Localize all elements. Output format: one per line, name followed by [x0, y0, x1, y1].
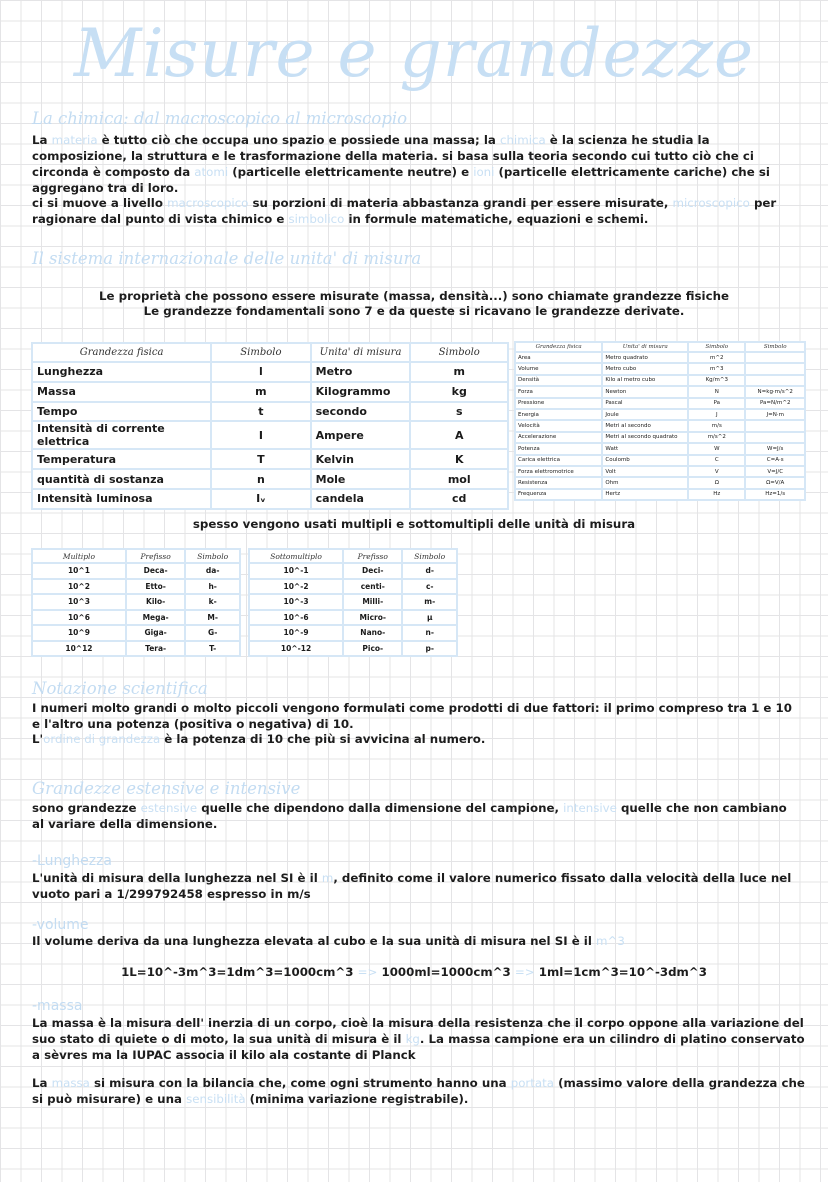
highlighted-term: macroscopico: [167, 196, 249, 210]
highlighted-term: =>: [514, 965, 535, 979]
table-cell: c-: [402, 579, 457, 595]
table-cell: G-: [185, 625, 240, 641]
table-cell: candela: [311, 489, 411, 509]
paragraph-livelli: [32, 195, 802, 227]
table-cell: 10^2: [32, 579, 126, 595]
table-cell: Giga-: [126, 625, 185, 641]
text-segment: (particelle elettricamente neutre) e: [228, 165, 474, 179]
table-header: Unita' di misura: [602, 342, 688, 352]
table-row: [249, 594, 457, 610]
table-row: [249, 641, 457, 657]
table-header: Prefisso: [343, 549, 402, 563]
table-row: [32, 382, 508, 402]
table-cell: Ampere: [311, 421, 411, 449]
paragraph-notazione: [32, 700, 802, 732]
subheading-volume: -volume: [32, 917, 89, 933]
table-row: [32, 563, 240, 579]
table-cell: Hz=1/s: [745, 489, 805, 500]
highlighted-term: simbolico: [288, 212, 345, 226]
table-cell: da-: [185, 563, 240, 579]
text-segment: 1L=10^-3m^3=1dm^3=1000cm^3: [121, 965, 358, 979]
table-header: Simbolo: [688, 342, 745, 352]
highlighted-term: intensive: [563, 801, 617, 815]
table-cell: Tempo: [32, 402, 211, 422]
text-segment: 1000ml=1000cm^3: [377, 965, 515, 979]
table-row: [249, 610, 457, 626]
table-row: [515, 466, 805, 477]
table-cell: Newton: [602, 386, 688, 397]
table-cell: [745, 352, 805, 363]
table-header: Grandezza fisica: [32, 343, 211, 362]
table-cell: Iᵥ: [211, 489, 310, 509]
table-cell: p-: [402, 641, 457, 657]
table-cell: 10^3: [32, 594, 126, 610]
table-cell: Tera-: [126, 641, 185, 657]
table-cell: Deca-: [126, 563, 185, 579]
table-cell: Kilogrammo: [311, 382, 411, 402]
table-cell: 10^-12: [249, 641, 343, 657]
table-cell: n-: [402, 625, 457, 641]
table-cell: 10^-1: [249, 563, 343, 579]
table-cell: Deci-: [343, 563, 402, 579]
table-cell: Mole: [311, 469, 411, 489]
text-segment: (minima variazione registrabile).: [245, 1092, 469, 1106]
table-cell: d-: [402, 563, 457, 579]
table-cell: Pascal: [602, 398, 688, 409]
highlighted-term: portata: [510, 1076, 554, 1090]
paragraph-estensive: [32, 800, 802, 832]
table-row: [515, 420, 805, 431]
multiples-table: [31, 548, 241, 657]
table-row: [32, 449, 508, 469]
table-cell: Volume: [515, 363, 602, 374]
text-segment: 1ml=1cm^3=10^-3dm^3: [534, 965, 707, 979]
section-heading-si: Il sistema internazionale delle unita' di misura: [32, 249, 422, 268]
table-cell: [745, 432, 805, 443]
paragraph-materia: [32, 132, 802, 196]
highlighted-term: =>: [357, 965, 378, 979]
table-cell: 10^-3: [249, 594, 343, 610]
table-cell: Pa=N/m^2: [745, 398, 805, 409]
table-cell: mol: [410, 469, 508, 489]
text-segment: . La massa campione era un cilindro di platino conservato a sèvres ma la IUPAC associa il kilo ala costante di Planck: [32, 1032, 805, 1062]
table-cell: s: [410, 402, 508, 422]
table-row: [515, 455, 805, 466]
table-row: [32, 625, 240, 641]
submultiples-table: [248, 548, 458, 657]
table-row: [515, 352, 805, 363]
highlighted-term: microscopico: [672, 196, 750, 210]
table-cell: l: [211, 362, 310, 382]
table-cell: m-: [402, 594, 457, 610]
table-cell: Temperatura: [32, 449, 211, 469]
table-cell: centi-: [343, 579, 402, 595]
highlighted-term: sensibilità: [186, 1092, 246, 1106]
table-header: Simbolo: [211, 343, 310, 362]
highlighted-term: estensive: [140, 801, 198, 815]
table-header-row: [249, 549, 457, 563]
table-cell: t: [211, 402, 310, 422]
highlighted-term: massa: [51, 1076, 90, 1090]
text-segment: quelle che non cambiano al variare della dimensione.: [32, 801, 787, 831]
paragraph-lunghezza: [32, 870, 802, 902]
table-cell: Nano-: [343, 625, 402, 641]
paragraph-massa: [32, 1015, 807, 1063]
table-header: Simbolo: [745, 342, 805, 352]
table-row: [515, 386, 805, 397]
table-header: Multiplo: [32, 549, 126, 563]
paragraph-volume: [32, 933, 802, 949]
table-cell: kg: [410, 382, 508, 402]
table-row: [32, 489, 508, 509]
table-cell: Massa: [32, 382, 211, 402]
table-cell: [745, 363, 805, 374]
derived-units-table: [514, 341, 806, 501]
intro-grandezze-fisiche: Le proprietà che possono essere misurate (massa, densità...) sono chiamate grandezze fisiche: [99, 289, 729, 303]
table-cell: m: [211, 382, 310, 402]
table-cell: Forza elettromotrice: [515, 466, 602, 477]
table-cell: Hz: [688, 489, 745, 500]
prefix-caption: spesso vengono usati multipli e sottomultipli delle unità di misura: [192, 517, 636, 531]
text-segment: su porzioni di materia abbastanza grandi per essere misurate,: [248, 196, 673, 210]
table-header-row: [32, 343, 508, 362]
table-cell: V: [688, 466, 745, 477]
table-cell: N=kg·m/s^2: [745, 386, 805, 397]
table-cell: Kelvin: [311, 449, 411, 469]
table-header: Simbolo: [402, 549, 457, 563]
table-row: [249, 625, 457, 641]
table-cell: m: [410, 362, 508, 382]
section-heading-chimica: La chimica: dal macroscopico al microscopio: [32, 109, 408, 128]
table-cell: m/s^2: [688, 432, 745, 443]
table-row: [515, 398, 805, 409]
table-cell: Lunghezza: [32, 362, 211, 382]
table-row: [32, 610, 240, 626]
intro-grandezze-fondamentali: Le grandezze fondamentali sono 7 e da queste si ricavano le grandezze derivate.: [143, 304, 685, 318]
text-segment: L': [32, 732, 44, 746]
table-cell: 10^-9: [249, 625, 343, 641]
text-segment: è la scienza he studia la composizione, la struttura e le trasformazione della materia. si basa sulla teoria secondo cui tutto ciò che ci circonda è composto da: [32, 133, 754, 179]
table-cell: Etto-: [126, 579, 185, 595]
table-cell: [745, 375, 805, 386]
table-cell: m^2: [688, 352, 745, 363]
table-cell: Watt: [602, 443, 688, 454]
table-cell: [745, 420, 805, 431]
table-cell: Accelerazione: [515, 432, 602, 443]
table-cell: Densità: [515, 375, 602, 386]
table-row: [32, 402, 508, 422]
table-row: [515, 363, 805, 374]
table-cell: Metri al secondo: [602, 420, 688, 431]
table-cell: Forza: [515, 386, 602, 397]
text-segment: è la potenza di 10 che più si avvicina al numero.: [160, 732, 486, 746]
text-segment: si misura con la bilancia che, come ogni strumento hanno una: [89, 1076, 511, 1090]
table-cell: Area: [515, 352, 602, 363]
table-row: [249, 563, 457, 579]
table-cell: h-: [185, 579, 240, 595]
table-row: [32, 469, 508, 489]
text-segment: La: [32, 133, 52, 147]
table-cell: Hertz: [602, 489, 688, 500]
table-cell: W: [688, 443, 745, 454]
table-cell: Milli-: [343, 594, 402, 610]
table-cell: 10^1: [32, 563, 126, 579]
table-header-row: [32, 549, 240, 563]
table-cell: Metro quadrato: [602, 352, 688, 363]
table-cell: Ω: [688, 477, 745, 488]
table-row: [515, 477, 805, 488]
section-heading-estensive: Grandezze estensive e intensive: [32, 779, 301, 798]
table-cell: K: [410, 449, 508, 469]
table-cell: 10^12: [32, 641, 126, 657]
table-cell: Metro cubo: [602, 363, 688, 374]
text-segment: ci si muove a livello: [32, 196, 168, 210]
table-cell: μ: [402, 610, 457, 626]
table-cell: Frequenza: [515, 489, 602, 500]
table-cell: Joule: [602, 409, 688, 420]
text-segment: , definito come il valore numerico fissato dalla velocità della luce nel vuoto pari a 1/299792458 espresso in m/s: [32, 871, 792, 901]
table-cell: m^3: [688, 363, 745, 374]
table-cell: N: [688, 386, 745, 397]
table-cell: Potenza: [515, 443, 602, 454]
subheading-massa: -massa: [32, 998, 83, 1014]
text-segment: è tutto ciò che occupa uno spazio e possiede una massa; la: [97, 133, 500, 147]
table-cell: Kilo al metro cubo: [602, 375, 688, 386]
subheading-lunghezza: -Lunghezza: [32, 853, 113, 869]
table-header: Grandezza fisica: [515, 342, 602, 352]
highlighted-term: chimica: [499, 133, 546, 147]
table-row: [515, 409, 805, 420]
table-header: Sottomultiplo: [249, 549, 343, 563]
table-cell: J=N·m: [745, 409, 805, 420]
table-row: [32, 641, 240, 657]
text-segment: L'unità di misura della lunghezza nel SI è il: [32, 871, 322, 885]
text-segment: in formule matematiche, equazioni e schemi.: [344, 212, 649, 226]
table-row: [32, 594, 240, 610]
table-cell: V=J/C: [745, 466, 805, 477]
volume-equation: [0, 964, 828, 980]
table-row: [515, 489, 805, 500]
table-row: [249, 579, 457, 595]
table-cell: Kg/m^3: [688, 375, 745, 386]
table-header: Unita' di misura: [311, 343, 411, 362]
table-row: [515, 375, 805, 386]
table-cell: Pico-: [343, 641, 402, 657]
table-cell: M-: [185, 610, 240, 626]
table-cell: Resistenza: [515, 477, 602, 488]
highlighted-term: m^3: [596, 934, 625, 948]
table-cell: secondo: [311, 402, 411, 422]
text-segment: I numeri molto grandi o molto piccoli vengono formulati come prodotti di due fattori: il primo compreso tra 1 e 10 e l'altro una potenza (positiva o negativa) di 10.: [32, 701, 792, 731]
table-cell: Micro-: [343, 610, 402, 626]
table-header: Prefisso: [126, 549, 185, 563]
table-header-row: [515, 342, 805, 352]
highlighted-term: materia: [51, 133, 98, 147]
text-segment: (particelle elettricamente cariche) che si aggregano tra di loro.: [32, 165, 770, 195]
table-cell: Energia: [515, 409, 602, 420]
table-row: [32, 421, 508, 449]
table-cell: Intensità di corrente elettrica: [32, 421, 211, 449]
table-cell: Metro: [311, 362, 411, 382]
highlighted-term: ordine di grandezza: [43, 732, 161, 746]
table-cell: Volt: [602, 466, 688, 477]
table-cell: 10^-2: [249, 579, 343, 595]
text-segment: sono grandezze: [32, 801, 141, 815]
table-cell: k-: [185, 594, 240, 610]
table-cell: n: [211, 469, 310, 489]
table-cell: cd: [410, 489, 508, 509]
table-row: [515, 432, 805, 443]
table-cell: Metri al secondo quadrato: [602, 432, 688, 443]
table-cell: I: [211, 421, 310, 449]
highlighted-term: m: [321, 871, 334, 885]
table-cell: Mega-: [126, 610, 185, 626]
table-cell: T-: [185, 641, 240, 657]
table-cell: Pa: [688, 398, 745, 409]
table-cell: Intensità luminosa: [32, 489, 211, 509]
table-cell: quantità di sostanza: [32, 469, 211, 489]
table-cell: 10^9: [32, 625, 126, 641]
table-cell: W=J/s: [745, 443, 805, 454]
paragraph-bilancia: [32, 1075, 807, 1107]
table-cell: Ohm: [602, 477, 688, 488]
table-header: Simbolo: [185, 549, 240, 563]
text-segment: per ragionare dal punto di vista chimico e: [32, 196, 777, 226]
table-cell: Carica elettrica: [515, 455, 602, 466]
text-segment: La: [32, 1076, 52, 1090]
highlighted-term: ioni: [473, 165, 495, 179]
table-cell: Ω=V/A: [745, 477, 805, 488]
table-row: [32, 579, 240, 595]
table-row: [32, 362, 508, 382]
text-segment: Il volume deriva da una lunghezza elevata al cubo e la sua unità di misura nel SI è il: [32, 934, 596, 948]
table-cell: 10^-6: [249, 610, 343, 626]
table-cell: T: [211, 449, 310, 469]
table-header: Simbolo: [410, 343, 508, 362]
base-units-table: [31, 342, 509, 510]
table-cell: Pressione: [515, 398, 602, 409]
table-cell: m/s: [688, 420, 745, 431]
text-segment: quelle che dipendono dalla dimensione del campione,: [197, 801, 564, 815]
highlighted-term: atomi: [194, 165, 229, 179]
text-segment: La massa è la misura dell' inerzia di un corpo, cioè la misura della resistenza che il corpo oppone alla variazione del suo stato di quiete o di moto, la sua unità di misura è il: [32, 1016, 804, 1046]
table-cell: C=A·s: [745, 455, 805, 466]
text-segment: (massimo valore della grandezza che si può misurare) e una: [32, 1076, 805, 1106]
table-cell: J: [688, 409, 745, 420]
table-cell: Coulomb: [602, 455, 688, 466]
table-cell: C: [688, 455, 745, 466]
page-title: Misure e grandezze: [73, 15, 755, 92]
table-cell: 10^6: [32, 610, 126, 626]
table-cell: A: [410, 421, 508, 449]
paragraph-ordine-grandezza: [32, 731, 802, 747]
highlighted-term: kg: [405, 1032, 420, 1046]
table-cell: Kilo-: [126, 594, 185, 610]
table-cell: Velocità: [515, 420, 602, 431]
table-row: [515, 443, 805, 454]
section-heading-notazione: Notazione scientifica: [32, 679, 208, 698]
